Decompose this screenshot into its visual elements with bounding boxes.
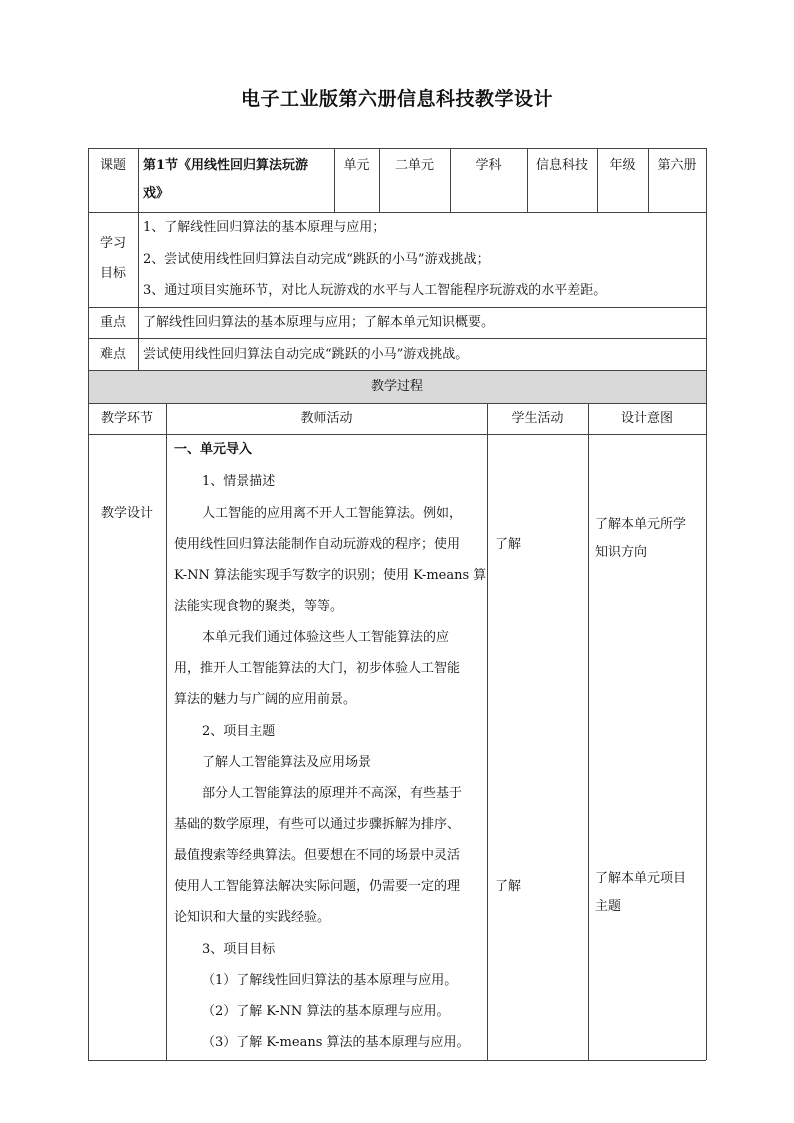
- document-title: 电子工业版第六册信息科技教学设计: [240, 88, 553, 110]
- table-border: [138, 148, 139, 212]
- objectives-label-line2: 目标: [99, 266, 126, 281]
- difficulty-label: 难点: [99, 347, 126, 362]
- teacher-line: 用，推开人工智能算法的大门，初步体验人工智能: [174, 661, 461, 676]
- column-header-stage: 教学环节: [100, 411, 153, 426]
- column-header-teacher: 教师活动: [300, 411, 353, 426]
- teacher-line: 基础的数学原理，有些可以通过步骤拆解为排序、: [174, 817, 461, 832]
- subject-label: 学科: [475, 158, 502, 173]
- table-border: [88, 148, 89, 1060]
- design-intent: 了解本单元所学: [595, 517, 687, 532]
- design-intent: 主题: [595, 899, 622, 914]
- table-border: [706, 148, 707, 1060]
- table-border: [487, 403, 488, 1060]
- key-points-label: 重点: [99, 315, 126, 330]
- difficulty-text: 尝试使用线性回归算法自动完成“跳跃的小马”游戏挑战。: [143, 347, 469, 362]
- objective-item: 2、尝试使用线性回归算法自动完成“跳跃的小马”游戏挑战；: [143, 252, 490, 267]
- teacher-line: 1、情景描述: [202, 474, 276, 489]
- lesson-value-line1: 第1节《用线性回归算法玩游: [143, 158, 309, 173]
- teacher-line: K-NN 算法能实现手写数字的识别；使用 K-means 算: [174, 568, 487, 583]
- lesson-value-line2: 戏》: [143, 186, 170, 201]
- table-border: [88, 307, 706, 308]
- table-border: [88, 148, 706, 149]
- student-activity: 了解: [495, 537, 522, 552]
- key-points-text: 了解线性回归算法的基本原理与应用；了解本单元知识概要。: [143, 315, 495, 330]
- teacher-line: 最值搜索等经典算法。但要想在不同的场景中灵活: [174, 848, 461, 863]
- grade-label: 年级: [609, 158, 636, 173]
- lesson-label: 课题: [99, 158, 126, 173]
- teacher-line: 3、项目目标: [202, 942, 276, 957]
- grade-value: 第六册: [657, 158, 697, 173]
- unit-value: 二单元: [394, 158, 434, 173]
- column-header-student: 学生活动: [511, 411, 564, 426]
- design-intent: 了解本单元项目: [595, 871, 687, 886]
- table-border: [88, 434, 706, 435]
- teacher-line: 本单元我们通过体验这些人工智能算法的应: [202, 630, 450, 645]
- table-border: [88, 338, 706, 339]
- subject-value: 信息科技: [535, 158, 588, 173]
- objectives-label-line1: 学习: [99, 236, 126, 251]
- table-border: [88, 403, 706, 404]
- student-activity: 了解: [495, 879, 522, 894]
- teacher-line: （3）了解 K-means 算法的基本原理与应用。: [202, 1035, 470, 1050]
- process-heading: 教学过程: [370, 379, 423, 394]
- teacher-line: （2）了解 K-NN 算法的基本原理与应用。: [202, 1004, 450, 1019]
- table-border: [138, 212, 139, 370]
- table-border: [88, 370, 706, 371]
- objective-item: 3、通过项目实施环节，对比人玩游戏的水平与人工智能程序玩游戏的水平差距。: [143, 283, 607, 298]
- column-header-intent: 设计意图: [620, 411, 673, 426]
- table-border: [588, 403, 589, 1060]
- design-intent: 知识方向: [595, 545, 648, 560]
- teacher-line: 人工智能的应用离不开人工智能算法。例如，: [202, 506, 463, 521]
- objective-item: 1、了解线性回归算法的基本原理与应用；: [143, 220, 386, 235]
- table-border: [88, 1060, 706, 1061]
- teacher-line: 使用人工智能算法解决实际问题，仍需要一定的理: [174, 879, 461, 894]
- teacher-line: 算法的魅力与广阔的应用前景。: [174, 692, 357, 707]
- table-border: [88, 212, 706, 213]
- stage-label: 教学设计: [100, 506, 153, 521]
- teacher-line: 使用线性回归算法能制作自动玩游戏的程序；使用: [174, 537, 461, 552]
- teacher-line: 论知识和大量的实践经验。: [174, 910, 331, 925]
- teacher-line: 部分人工智能算法的原理并不高深，有些基于: [202, 786, 463, 801]
- teacher-line: 法能实现食物的聚类，等等。: [174, 599, 344, 614]
- table-border: [166, 403, 167, 1060]
- teacher-line: 2、项目主题: [202, 724, 276, 739]
- unit-label: 单元: [343, 158, 370, 173]
- teacher-line: 一、单元导入: [174, 442, 253, 457]
- teacher-line: 了解人工智能算法及应用场景: [202, 755, 372, 770]
- teacher-line: （1）了解线性回归算法的基本原理与应用。: [202, 973, 458, 988]
